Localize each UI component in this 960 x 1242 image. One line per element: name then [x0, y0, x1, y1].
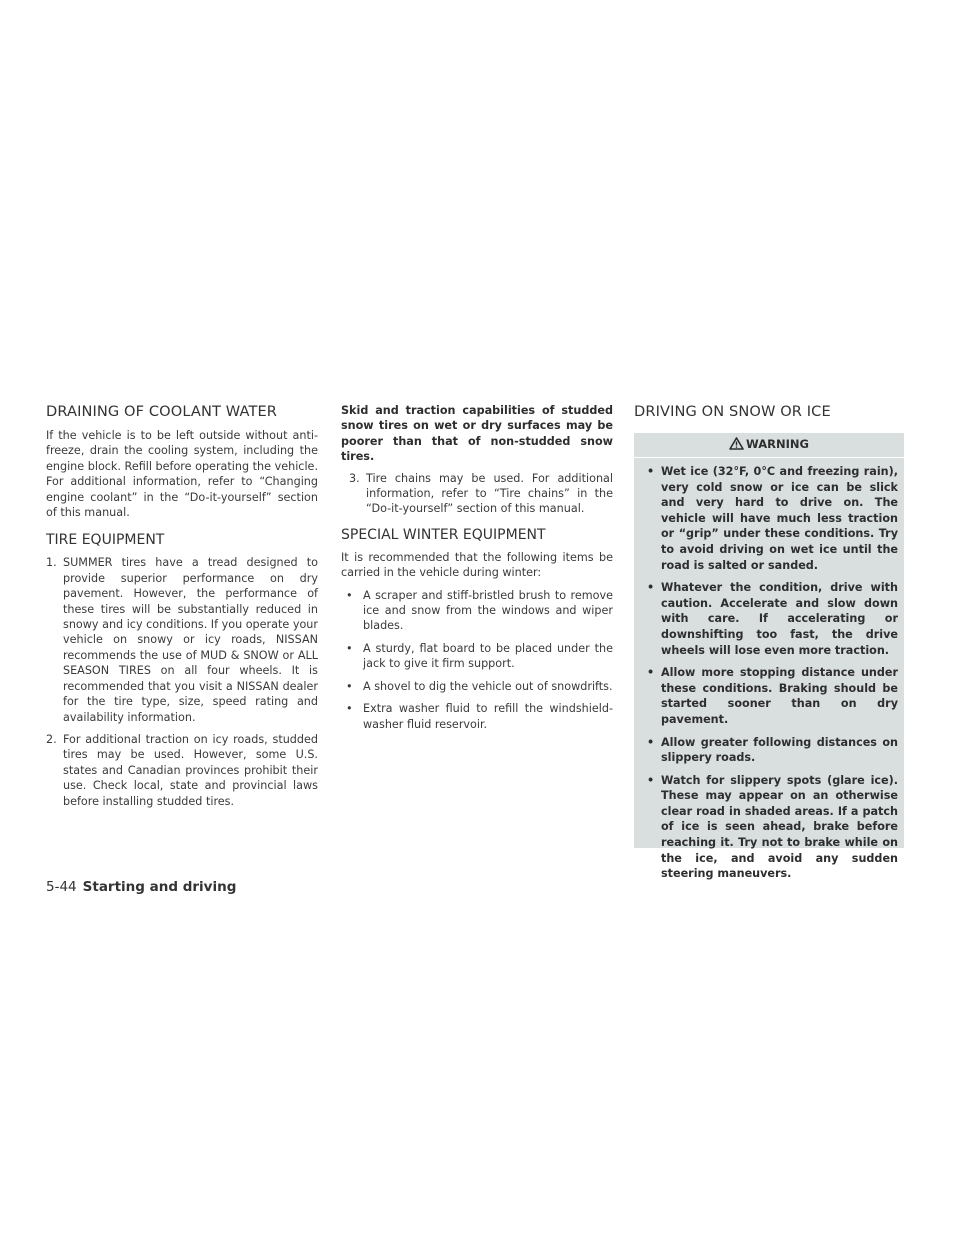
warning-item: [647, 773, 898, 882]
warning-title: WARNING: [746, 437, 809, 451]
warning-item: [647, 735, 898, 766]
item-number: 3.: [349, 471, 360, 485]
section-title: Starting and driving: [82, 879, 237, 895]
bullet-icon: •: [346, 679, 353, 693]
warning-item: [647, 580, 898, 658]
item-text: For additional traction on icy roads, studded tires may be used. However, some U.S. states and Canadian provinces prohibit their use. Check local, state and provincial laws before installing studded tires.: [63, 732, 318, 808]
winter-items-list: [341, 588, 613, 732]
list-item: [341, 701, 613, 732]
warning-text: Whatever the condition, drive with caution. Accelerate and slow down with care. If accelerating or downshifting too fast, the drive wheels will lose even more traction.: [661, 581, 898, 657]
page-number: 5-44: [46, 879, 77, 895]
bullet-icon: •: [647, 581, 655, 595]
item-text: A scraper and stiff-bristled brush to remove ice and snow from the windows and wiper blades.: [363, 588, 613, 633]
bullet-icon: •: [647, 773, 655, 787]
winter-paragraph: It is recommended that the following items be carried in the vehicle during winter:: [341, 550, 613, 580]
heading-driving-snow-ice: DRIVING ON SNOW OR ICE: [634, 403, 831, 420]
column-3: [634, 403, 904, 428]
warning-item: [647, 464, 898, 573]
tire-list: [46, 555, 318, 809]
list-item: [341, 679, 613, 694]
list-item: [46, 555, 318, 724]
bullet-icon: •: [647, 735, 655, 749]
warning-text: Allow greater following distances on slippery roads.: [661, 735, 898, 765]
item-text: A sturdy, flat board to be placed under the jack to give it firm support.: [363, 641, 613, 671]
studded-tires-note: Skid and traction capabilities of studded snow tires on wet or dry surfaces may be poorer than that of non-studded snow tires.: [341, 404, 613, 464]
bullet-icon: •: [346, 641, 353, 655]
item-number: 1.: [46, 556, 57, 570]
coolant-paragraph: If the vehicle is to be left outside without anti-freeze, drain the cooling system, including the engine block. Refill before operating the vehicle. For additional information, refer to “Changing engine coolant” in the “Do-it-yourself” section of this manual.: [46, 429, 318, 520]
bullet-icon: •: [346, 702, 353, 716]
page-footer: [46, 879, 236, 895]
heading-special-winter: SPECIAL WINTER EQUIPMENT: [341, 526, 546, 543]
bullet-icon: •: [647, 465, 655, 478]
bullet-icon: •: [346, 588, 353, 602]
list-item: [341, 588, 613, 634]
list-item: [349, 471, 613, 517]
tire-list-continued: [341, 471, 613, 517]
warning-list: [634, 458, 904, 882]
warning-text: Wet ice (32°F, 0°C and freezing rain), very cold snow or ice can be slick and very hard to drive on. The vehicle will have much less traction or “grip” under these conditions. Try to avoid driving on wet ice until the road is salted or sanded.: [661, 465, 898, 572]
item-text: Tire chains may be used. For additional information, refer to “Tire chains” in the “Do-it-yourself” section of this manual.: [366, 471, 613, 516]
warning-text: Allow more stopping distance under these conditions. Braking should be started sooner than on dry pavement.: [661, 666, 898, 726]
warning-triangle-icon: [729, 437, 744, 450]
item-text: SUMMER tires have a tread designed to provide superior performance on dry pavement. However, the performance of these tires will be substantially reduced in snowy and icy conditions. If you operate your vehicle on snowy or icy roads, NISSAN recommends the use of MUD & SNOW or ALL SEASON TIRES on all four wheels. It is recommended that you visit a NISSAN dealer for the tire type, size, speed rating and availability information.: [63, 556, 318, 724]
column-2: [341, 403, 613, 739]
bullet-icon: •: [647, 666, 655, 680]
heading-tire-equipment: TIRE EQUIPMENT: [46, 532, 165, 549]
warning-item: [647, 665, 898, 727]
column-1: [46, 403, 318, 816]
list-item: [341, 641, 613, 672]
warning-text: Watch for slippery spots (glare ice). These may appear on an otherwise clear road in shaded areas. If a patch of ice is seen ahead, brake before reaching it. Try not to brake while on the ice, and avoid any sudden steering maneuvers.: [661, 773, 898, 881]
heading-draining-coolant: DRAINING OF COOLANT WATER: [46, 403, 278, 420]
item-number: 2.: [46, 732, 57, 746]
item-text: Extra washer fluid to refill the windshield-washer fluid reservoir.: [363, 702, 613, 731]
warning-box: [634, 433, 904, 881]
warning-header: [634, 433, 904, 458]
item-text: A shovel to dig the vehicle out of snowdrifts.: [363, 679, 613, 693]
list-item: [46, 732, 318, 809]
